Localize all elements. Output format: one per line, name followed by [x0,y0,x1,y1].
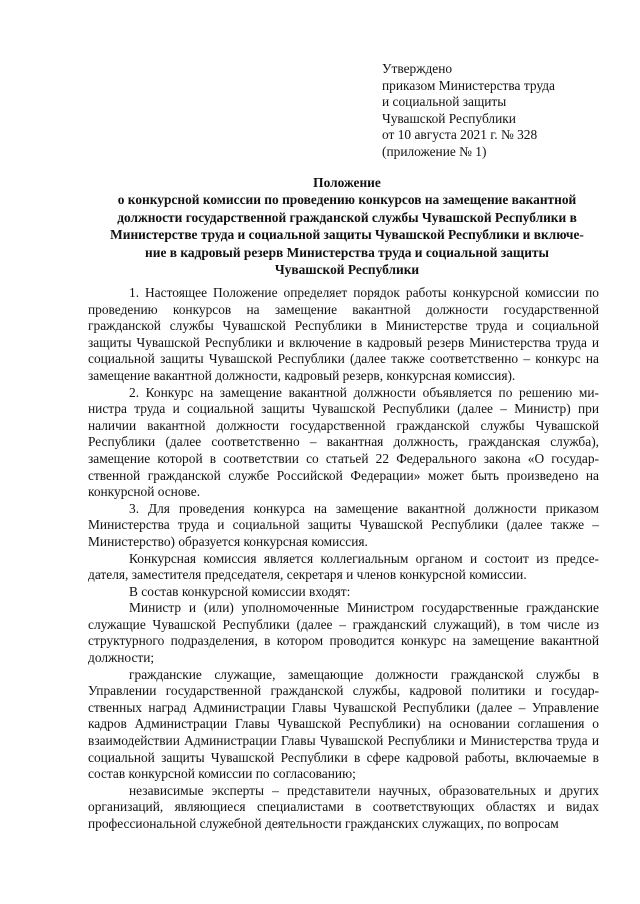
title-line: должности государственной гражданской службы Чувашской Республики в [117,209,577,225]
paragraph-commission-nature: Конкурсная комиссия является коллегиальным органом и состоит из председателя, заместителя председателя, секретаря и членов конкурсной комиссии. [88,550,599,583]
list-item-independent-experts: независимые эксперты – представители научных, образовательных и других организаций, являющиеся специалистами в соответствующих областях и видах профессиональной служебной деятельности гражданских служащих, по вопросам [88,782,599,831]
approval-line: (приложение № 1) [382,143,487,159]
paragraph-commission-composition: В состав конкурсной комиссии входят: [129,583,351,599]
paragraph-1: 1. Настоящее Положение определяет порядок работы конкурсной комиссии по проведению конкурсов на замещение вакантной должности государственной гражданской службы Чувашской Республики в Министерстве труда и социальной защиты Чувашской Республики и включение в кадровый резерв Министерства труда и социальной защиты Чувашской Республики (далее также соответственно – конкурс на замещение вакантной должности, кадровый резерв, конкурсная комиссия). [88,285,599,383]
list-item-minister: Министр и (или) уполномоченные Министром государственные гражданские служащие Чувашской Республики (далее – гражданский служащий), в том числе из структурного подразделения, в котором проводится конкурс на замещение вакантной должности; [88,600,599,666]
title-line: ние в кадровый резерв Министерства труда и социальной защиты [145,244,549,260]
approval-line: Утверждено [382,61,453,76]
paragraph-2: 2. Конкурс на замещение вакантной должности объявляется по решению министра труда и социальной защиты Чувашской Республики (далее – Министр) при наличии вакантной должности государственной гражданской службы Чувашской Республики (далее соответственно – вакантная должность, гражданская служба), замещение которой в соответствии со статьей 22 Федерального закона «О государственной гражданской службе Российской Федерации» может быть произведено на конкурсной основе. [88,384,599,500]
document-title [88,174,606,278]
approval-line: приказом Министерства труда [382,77,555,93]
paragraph-3: 3. Для проведения конкурса на замещение вакантной должности приказом Министерства труда и социальной защиты Чувашской Республики (далее также – Министерство) образуется конкурсная комиссия. [88,500,599,549]
approval-line: и социальной защиты [382,94,507,110]
title-line: Чувашской Республики [274,262,420,278]
approval-line: Чувашской Республики [382,110,516,126]
title-line: Министерстве труда и социальной защиты Чувашской Республики и включе- [110,227,584,243]
title-line: Положение [313,175,381,190]
approval-stamp [382,61,612,161]
title-line: о конкурсной комиссии по проведению конкурсов на замещение вакантной [117,192,577,208]
list-item-civil-servants: гражданские служащие, замещающие должности гражданской службы в Управлении государственной гражданской службы, кадровой политики и государственных наград Администрации Главы Чувашской Республики (далее – Управление кадров Администрации Главы Чувашской Республики) на основании соглашения о взаимодействии Администрации Главы Чувашской Республики и Министерства труда и социальной защиты Чувашской Республики в сфере кадровой работы, включаемые в состав конкурсной комиссии по согласованию; [88,666,599,782]
approval-line: от 10 августа 2021 г. № 328 [382,127,538,143]
document-body [88,285,599,833]
